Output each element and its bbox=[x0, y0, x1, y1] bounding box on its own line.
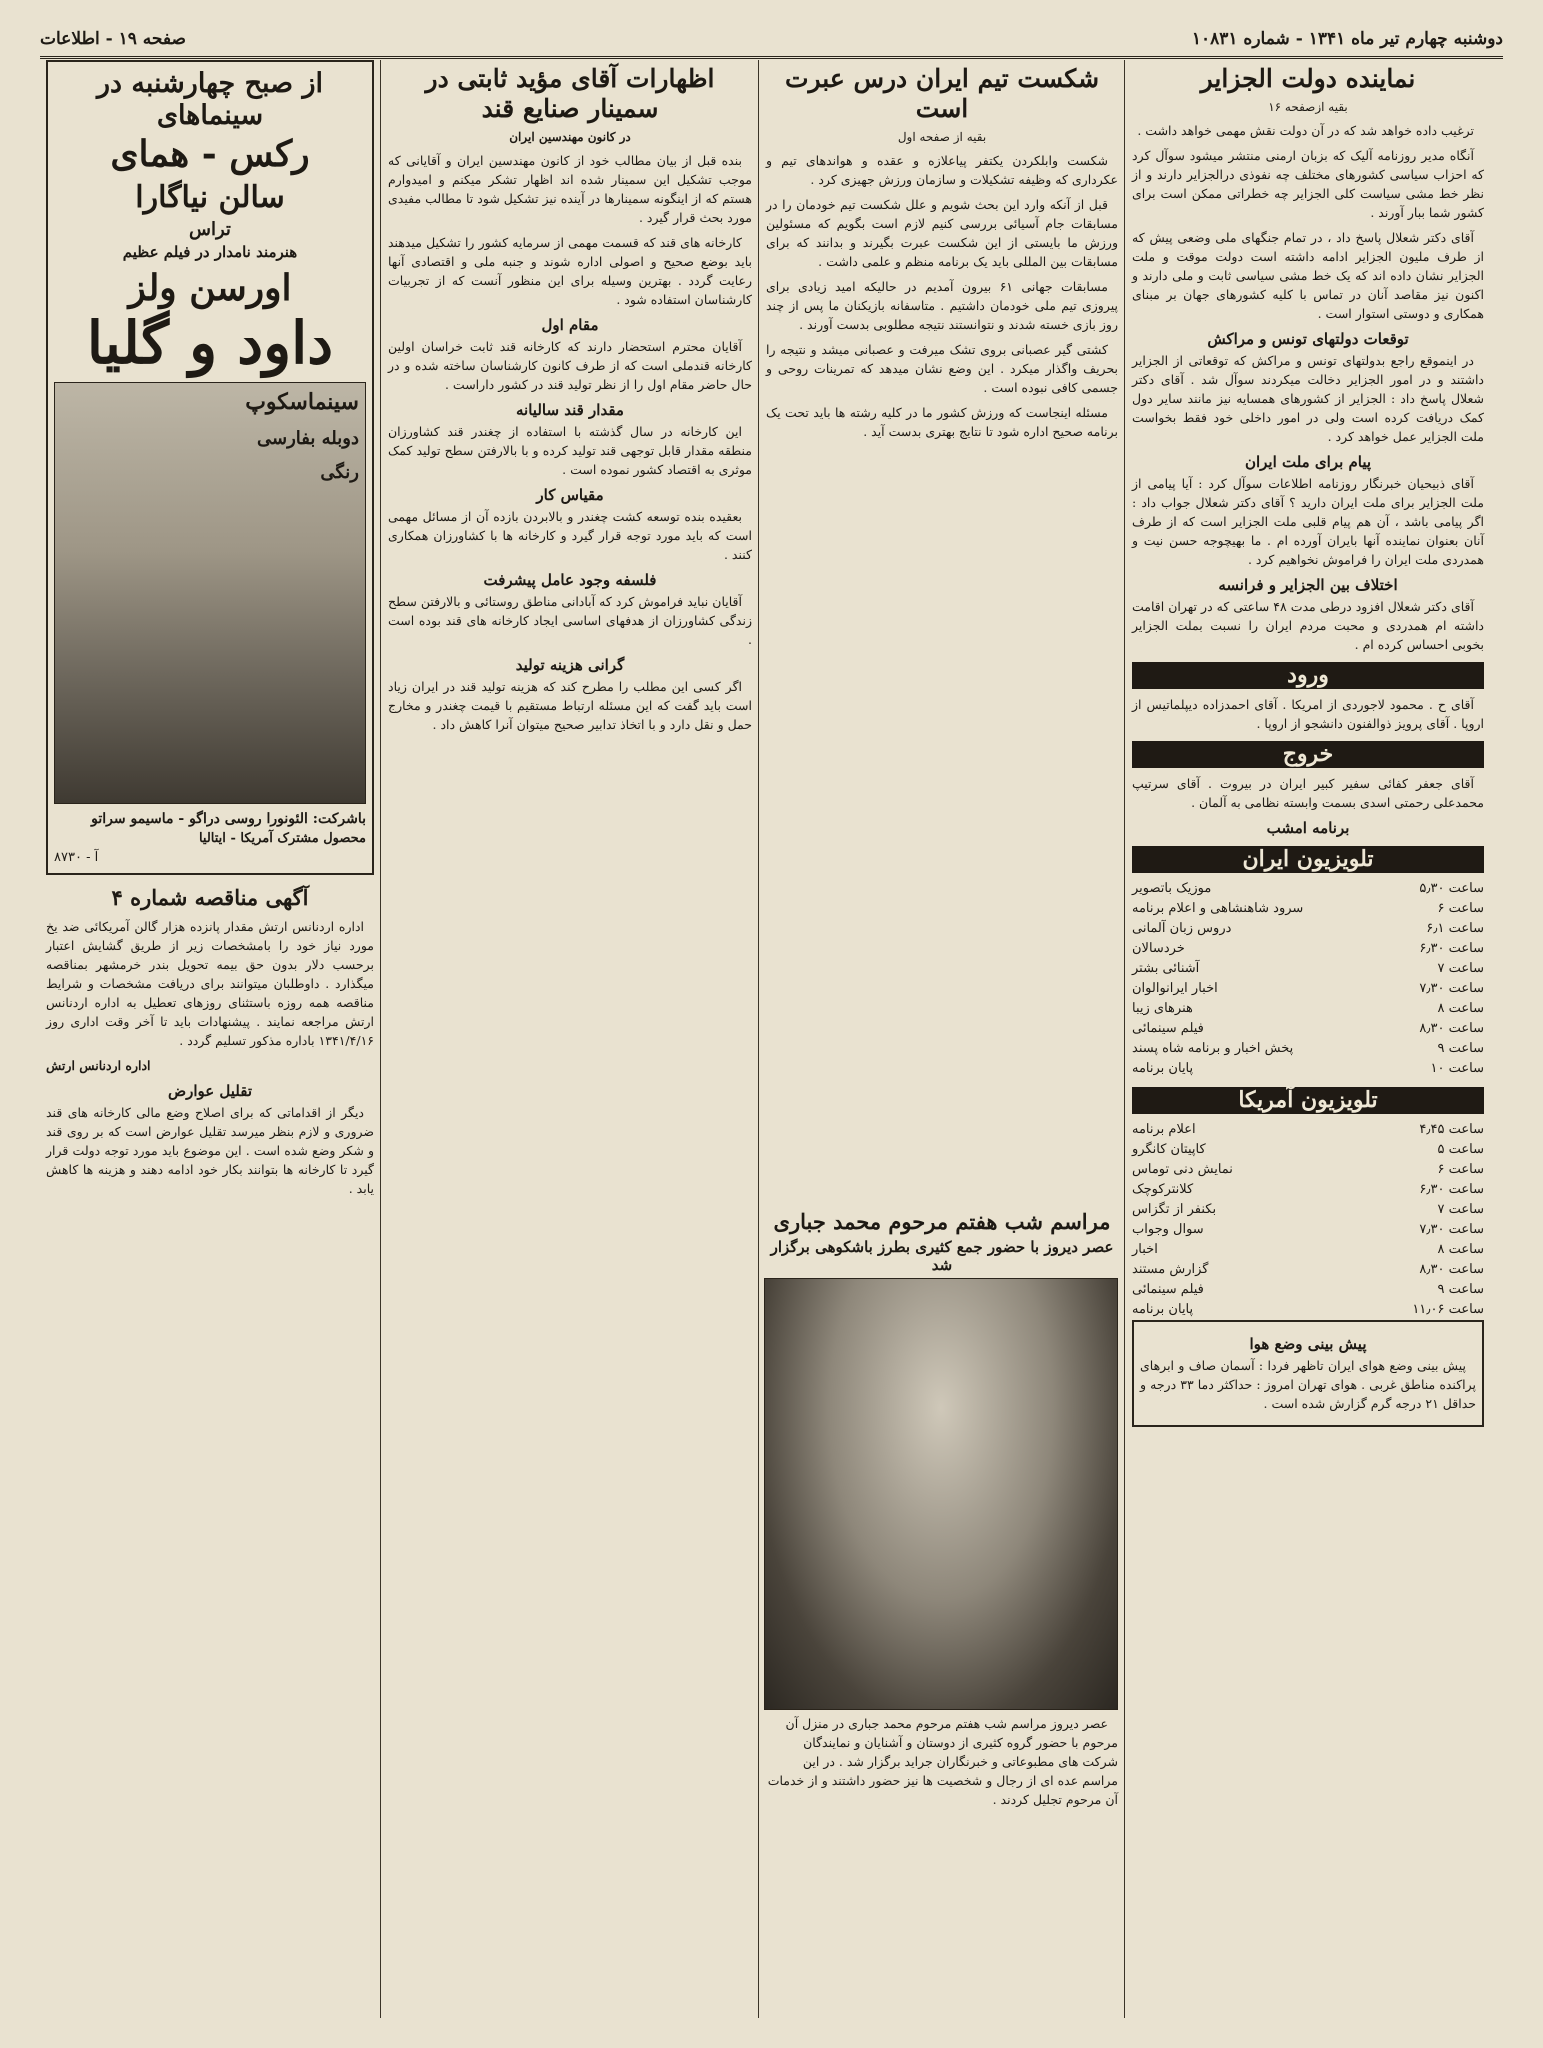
memorial-headline: مراسم شب هفتم مرحوم محمد جباری bbox=[773, 1209, 1111, 1234]
weather-heading: پیش بینی وضع هوا bbox=[1249, 1335, 1367, 1353]
article-paragraph: بعقیده بنده توسعه کشت چغندر و بالابردن بازده آن از مسائل مهمی است که باید مورد توجه قرار گیرد و کارخانه ها با کشاورزان همکاری کنند . bbox=[388, 509, 752, 562]
tv-time: ساعت ۶ bbox=[1437, 1162, 1484, 1177]
cinema-ad-star: اورسن ولز bbox=[128, 267, 292, 309]
tv-time: ساعت ۵٫۳۰ bbox=[1419, 881, 1484, 896]
section-heading: توقعات دولتهای تونس و مراکش bbox=[1207, 330, 1409, 348]
article-paragraph: آقایان نباید فراموش کرد که آبادانی مناطق روستائی و بالارفتن سطح زندگی کشاورزان از هدفهای اساسی ایجاد کارخانه های قند بوده است . bbox=[388, 594, 752, 647]
memorial-story bbox=[760, 1200, 1124, 2010]
tender-signature: اداره اردنانس ارتش bbox=[46, 1058, 151, 1073]
tv-program: دروس زبان آلمانی bbox=[1132, 921, 1232, 936]
cinema-ad-film-title: داود و گلیا bbox=[86, 309, 334, 377]
tv-schedule-row bbox=[1132, 1280, 1484, 1300]
tv-program: موزیک باتصویر bbox=[1132, 881, 1212, 896]
column-rule bbox=[758, 60, 759, 2018]
memorial-caption: عصر دیروز مراسم شب هفتم مرحوم محمد جباری در منزل آن مرحوم با حضور گروه کثیری از دوستان و آشنایان و نمایندگان شرکت های مطبوعاتی و خبرنگاران جراید برگزار شد . در این مراسم عده ای از رجال و شخصیت ها نیز حضور داشتند و از خدمات آن مرحوم تجلیل کردند . bbox=[767, 1716, 1118, 1807]
masthead-date-issue: دوشنبه چهارم تیر ماه ۱۳۴۱ - شماره ۱۰۸۳۱ bbox=[1191, 29, 1503, 49]
column-sugar-seminar bbox=[382, 60, 758, 2018]
memorial-photo bbox=[764, 1278, 1118, 1710]
tv-program: خردسالان bbox=[1132, 941, 1185, 956]
tender-text: اداره اردنانس ارتش مقدار پانزده هزار گالن آمریکائی ضد یخ مورد نیاز خود را بامشخصات زیر از طریق گشایش اعتبار برحسب دلار بدون حق بیمه تحویل بندر خرمشهر بمناقصه میگذارد . داوطلبان میتوانند برای دریافت مشخصات و شرایط مناقصه همه روزه باستثنای روزهای تعطیل به اداره اردنانس ارتش مراجعه نمایند . پیشنهادات باید تا آخر وقت اداری روز ۱۳۴۱/۴/۱۶ باداره مذکور تسلیم گردد . bbox=[46, 919, 374, 1048]
tv-schedule-row bbox=[1132, 879, 1484, 899]
article-paragraph: ترغیب داده خواهد شد که در آن دولت نقش مهمی خواهد داشت . bbox=[1137, 123, 1474, 138]
tv-iran-schedule bbox=[1132, 879, 1484, 1079]
tv-program: پایان برنامه bbox=[1132, 1061, 1194, 1076]
tv-heading: برنامه امشب bbox=[1266, 819, 1350, 837]
tv-schedule-row bbox=[1132, 1059, 1484, 1079]
column-algeria bbox=[1126, 60, 1490, 2018]
column-ads bbox=[40, 60, 380, 2018]
tv-program: فیلم سینمائی bbox=[1132, 1021, 1204, 1036]
tv-schedule-row bbox=[1132, 1160, 1484, 1180]
section-heading: مقدار قند سالیانه bbox=[516, 401, 624, 419]
cinema-ad-production: محصول مشترک آمریکا - ایتالیا bbox=[198, 831, 366, 846]
tv-program: بکنفر از تگزاس bbox=[1132, 1202, 1217, 1217]
tv-program: کاپیتان کانگرو bbox=[1132, 1142, 1206, 1157]
article-paragraph: مسابقات جهانی ۶۱ بیرون آمدیم در حالیکه امید زیادی برای پیروزی تیم ملی خودمان داشتیم . متاسفانه بازیکنان ما پس از چند روز بازی خسته شدند و نتوانستند نتیجه مطلوبی بدست آورند . bbox=[766, 279, 1118, 332]
tv-schedule-row bbox=[1132, 1240, 1484, 1260]
article-continuation: بقیه از صفحه اول bbox=[897, 130, 987, 144]
tv-program: پخش اخبار و برنامه شاه پسند bbox=[1132, 1041, 1294, 1056]
departures-banner: خروج bbox=[1132, 741, 1484, 768]
article-headline: شکست تیم ایران درس عبرت است bbox=[784, 64, 1100, 123]
tv-program: کلانترکوچک bbox=[1132, 1182, 1194, 1197]
arrivals-banner: ورود bbox=[1132, 662, 1484, 689]
cinema-ad bbox=[46, 60, 374, 875]
tv-time: ساعت ۸٫۳۰ bbox=[1419, 1021, 1484, 1036]
article-paragraph: کارخانه های قند که قسمت مهمی از سرمایه کشور را تشکیل میدهند باید بوضع صحیح و اصولی اداره شوند و جنبه ملی و اقتصادی آنها رعایت گردد . بهترین وسیله برای این منظور آنست که از تجربیات کارشناسان استفاده شود . bbox=[388, 235, 752, 307]
tv-schedule-row bbox=[1132, 1019, 1484, 1039]
tv-schedule-row bbox=[1132, 1039, 1484, 1059]
article-paragraph: قبل از آنکه وارد این بحث شویم و علل شکست تیم خودمان را در مسابقات جام آسیائی بررسی کنیم لازم است بگویم که مسئولین ورزش ما بایستی از این شکست عبرت بگیرند و بدانند که برای مسابقات بین المللی باید یک برنامه منظم و علمی داشت . bbox=[766, 197, 1118, 269]
tv-america-schedule bbox=[1132, 1120, 1484, 1320]
tv-schedule-row bbox=[1132, 919, 1484, 939]
departures-text: آقای جعفر کفائی سفیر کبیر ایران در بیروت . آقای سرتیپ محمدعلی رحمتی اسدی بسمت وابسته نظامی به آلمان . bbox=[1132, 776, 1484, 810]
article-paragraph: مسئله اینجاست که ورزش کشور ما در کلیه رشته ها باید تحت یک برنامه صحیح اداره شود تا نتایج بهتری بدست آید . bbox=[766, 405, 1118, 439]
article-subheadline: در کانون مهندسین ایران bbox=[509, 130, 631, 144]
tv-schedule-row bbox=[1132, 979, 1484, 999]
cinema-ad-color: رنگی bbox=[320, 462, 359, 483]
tv-program: اعلام برنامه bbox=[1132, 1122, 1196, 1137]
tv-program: سوال وجواب bbox=[1132, 1222, 1204, 1237]
cinema-ad-poster-image bbox=[54, 382, 366, 804]
tv-schedule-row bbox=[1132, 1200, 1484, 1220]
tv-schedule-row bbox=[1132, 1220, 1484, 1240]
cinema-ad-terrace: تراس bbox=[189, 219, 231, 240]
tv-schedule-row bbox=[1132, 1300, 1484, 1320]
tv-time: ساعت ۶ bbox=[1437, 901, 1484, 916]
section-heading: فلسفه وجود عامل پیشرفت bbox=[483, 571, 657, 589]
tv-time: ساعت ۱۰ bbox=[1430, 1061, 1484, 1076]
article-paragraph: دیگر از اقداماتی که برای اصلاح وضع مالی کارخانه های قند ضروری و لازم بنظر میرسد تقلیل عوارض است که بر روی قند و شکر وضع شده است . این موضوع باید مورد توجه دولت قرار گیرد تا کارخانه ها بتوانند بکار خود ادامه دهند و هزینه ها کاهش یابد . bbox=[46, 1105, 374, 1196]
tv-program: فیلم سینمائی bbox=[1132, 1282, 1204, 1297]
column-rule bbox=[380, 60, 381, 2018]
article-headline: نماینده دولت الجزایر bbox=[1200, 64, 1416, 93]
tv-time: ساعت ۷ bbox=[1437, 1202, 1484, 1217]
masthead bbox=[40, 22, 1503, 59]
article-paragraph: آقای دکتر شعلال افزود درطی مدت ۴۸ ساعتی که در تهران اقامت داشته ام همدردی و محبت مردم ایران را نسبت بملت الجزایر بخوبی احساس کرده ام . bbox=[1132, 599, 1484, 652]
cinema-ad-format: سینماسکوپ bbox=[245, 389, 359, 415]
tv-schedule-row bbox=[1132, 959, 1484, 979]
article-paragraph: شکست وابلکردن یکتفر پیاعلازه و عقده و هواندهای تیم و عکرداری که وظیفه تشکیلات و سازمان ورزش جهیزی کرد . bbox=[766, 153, 1118, 187]
arrivals-text: آقای ح . محمود لاجوردی از امریکا . آقای احمدزاده دیپلماتیس از اروپا . آقای پرویز ذوالفنون دانشجو از اروپا . bbox=[1132, 697, 1484, 731]
cinema-ad-venue-2: سالن نیاگارا bbox=[135, 180, 285, 215]
article-paragraph: آقای دکتر شعلال پاسخ داد ، در تمام جنگهای ملی وضعی پیش که از طرف ملیون الجزایر ادامه داشته است دولت موقت و ملت الجزایر نشان داده اند که یک خط مشی سیاسی ثابت و ملی دارند و اکنون نیز مقاصد آنان در تماس با کلیه کشورهای جهان بر مبنای همکاری و دوستی استوار است . bbox=[1132, 230, 1484, 321]
tv-program: سرود شاهنشاهی و اعلام برنامه bbox=[1132, 901, 1304, 916]
article-paragraph: در اینموقع راجع بدولتهای تونس و مراکش که توقعاتی از الجزایر داشتند و در امور الجزایر دخالت میکردند سوآل شد . آقای دکتر شعلال پاسخ داد : الجزایر از کشورهای همسایه نیز مانند سایر دول کمک دریافت کرده است ولی در امور داخلی خود فقط بخواست ملت الجزایر عمل خواهد کرد . bbox=[1132, 353, 1484, 444]
section-heading: مقام اول bbox=[541, 316, 599, 334]
tv-time: ساعت ۴٫۴۵ bbox=[1419, 1122, 1484, 1137]
tv-time: ساعت ۸٫۳۰ bbox=[1419, 1262, 1484, 1277]
tv-program: اخبار bbox=[1132, 1242, 1158, 1257]
tender-headline: آگهی مناقصه شماره ۴ bbox=[111, 885, 309, 910]
cinema-ad-code: آ - ۸۷۳۰ bbox=[54, 850, 99, 865]
tv-time: ساعت ۹ bbox=[1437, 1282, 1484, 1297]
tv-time: ساعت ۶٫۳۰ bbox=[1419, 941, 1484, 956]
article-paragraph: آقایان محترم استحضار دارند که کارخانه قند ثابت خراسان اولین کارخانه قندملی است که از طرف کانون کارشناسان ساخته شده و در حال حاضر مقام اول را از نظر تولید قند در کشور داراست . bbox=[388, 339, 752, 392]
tv-time: ساعت ۷٫۳۰ bbox=[1419, 981, 1484, 996]
section-heading: مقیاس کار bbox=[536, 486, 604, 504]
section-heading: تقلیل عوارض bbox=[167, 1082, 253, 1100]
section-heading: پیام برای ملت ایران bbox=[1244, 453, 1372, 471]
article-continuation: بقیه ازصفحه ۱۶ bbox=[1268, 100, 1348, 114]
tv-time: ساعت ۷ bbox=[1437, 961, 1484, 976]
cinema-ad-cast: الئونورا روسی دراگو - ماسیمو سراتو bbox=[91, 811, 308, 827]
weather-text: پیش بینی وضع هوای ایران تاظهر فردا : آسمان صاف و ابرهای پراکنده مناطق غربی . هوای تهران امروز : حداکثر دما ۳۳ درجه و حداقل ۲۱ درجه گرم گزارش شده است . bbox=[1140, 1358, 1476, 1411]
tv-time: ساعت ۹ bbox=[1437, 1041, 1484, 1056]
tv-schedule-row bbox=[1132, 1140, 1484, 1160]
tv-time: ساعت ۶٫۱ bbox=[1426, 921, 1484, 936]
tv-program: آشنائی بشتر bbox=[1132, 961, 1200, 976]
tv-schedule-row bbox=[1132, 1260, 1484, 1280]
tv-time: ساعت ۷٫۳۰ bbox=[1419, 1222, 1484, 1237]
cinema-ad-cast-label: باشرکت: bbox=[312, 811, 366, 827]
tv-america-logo: تلویزیون آمریکا bbox=[1132, 1087, 1484, 1114]
tv-program: نمایش دنی توماس bbox=[1132, 1162, 1233, 1177]
cinema-ad-opening: از صبح چهارشنبه در سینماهای bbox=[96, 68, 324, 131]
tv-time: ساعت ۵ bbox=[1437, 1142, 1484, 1157]
cinema-ad-dub: دوبله بفارسی bbox=[257, 428, 359, 449]
section-heading: اختلاف بین الجزایر و فرانسه bbox=[1218, 576, 1398, 594]
tv-time: ساعت ۸ bbox=[1437, 1001, 1484, 1016]
tv-program: اخبار ایرانوالوان bbox=[1132, 981, 1218, 996]
tv-schedule-row bbox=[1132, 939, 1484, 959]
memorial-subheadline: عصر دیروز با حضور جمع کثیری بطرز باشکوهی برگزار شد bbox=[770, 1238, 1114, 1274]
article-headline: اظهارات آقای مؤید ثابتی در سمینار صنایع قند bbox=[425, 64, 715, 123]
cinema-ad-venues: رکس - همای bbox=[110, 133, 310, 175]
section-heading: گرانی هزینه تولید bbox=[515, 656, 625, 674]
tv-iran-logo: تلویزیون ایران bbox=[1132, 846, 1484, 873]
article-paragraph: آقای ذبیحیان خبرنگار روزنامه اطلاعات سوآل کرد : آیا پیامی از ملت الجزایر برای ملت ایران دارید ؟ آقای دکتر شعلال جواب داد : اگر پیامی باشد ، آن هم پیام قلبی ملت الجزایر است که از طرف آنان بعنوان نماینده آنها بایران آورده ام . ما بهیچوجه حسن نیت و همدردی ملت ایران را فراموش نخواهیم کرد . bbox=[1132, 476, 1484, 567]
tv-time: ساعت ۱۱٫۰۶ bbox=[1412, 1302, 1484, 1317]
masthead-page-number: صفحه ۱۹ - اطلاعات bbox=[40, 29, 186, 49]
weather-box bbox=[1132, 1320, 1484, 1427]
tv-time: ساعت ۶٫۳۰ bbox=[1419, 1182, 1484, 1197]
tv-program: هنرهای زیبا bbox=[1132, 1001, 1193, 1016]
tv-program: پایان برنامه bbox=[1132, 1302, 1194, 1317]
column-rule bbox=[1124, 60, 1125, 2018]
tv-schedule-row bbox=[1132, 1180, 1484, 1200]
tv-program: گزارش مستند bbox=[1132, 1262, 1209, 1277]
article-paragraph: بنده قبل از بیان مطالب خود از کانون مهندسین ایران و آقایانی که موجب تشکیل این سمینار شده اند اظهار تشکر میکنم و امیدوارم هستم که از اینگونه سمینارها در آینده نیز تشکیل شود تا مطالب مفیدی مورد بحث قرار گیرد . bbox=[388, 153, 752, 225]
article-paragraph: این کارخانه در سال گذشته با استفاده از چغندر قند کشاورزان منطقه مقدار قابل توجهی قند تولید کرده و با بالارفتن سطح تولید کمک موثری به اقتصاد کشور نموده است . bbox=[388, 424, 752, 477]
article-paragraph: آنگاه مدیر روزنامه آلیک که بزبان ارمنی منتشر میشود سوآل کرد که احزاب سیاسی کشورهای مختلف چه نفوذی درالجزایر دارند و از نظر خط مشی سیاست کلی الجزایر چه خطراتی ممکن است برای کشور شما ببار آورند . bbox=[1132, 148, 1484, 220]
tv-schedule-row bbox=[1132, 899, 1484, 919]
tv-time: ساعت ۸ bbox=[1437, 1242, 1484, 1257]
tv-schedule-row bbox=[1132, 1120, 1484, 1140]
article-paragraph: اگر کسی این مطلب را مطرح کند که هزینه تولید قند در ایران زیاد است باید گفت که این مسئله ارتباط مستقیم با قیمت چغندر و مخارج حمل و نقل دارد و با اتخاذ تدابیر صحیح میتوان آنرا کاهش داد . bbox=[388, 679, 752, 732]
cinema-ad-star-prefix: هنرمند نامدار در فیلم عظیم bbox=[122, 243, 298, 261]
tv-schedule-row bbox=[1132, 999, 1484, 1019]
article-paragraph: کشتی گیر عصبانی بروی تشک میرفت و عصبانی میشد و نتیجه را بحریف واگذار میکرد . این وضع نشان میدهد که تمرینات روحی و جسمی کافی نبوده است . bbox=[766, 342, 1118, 395]
